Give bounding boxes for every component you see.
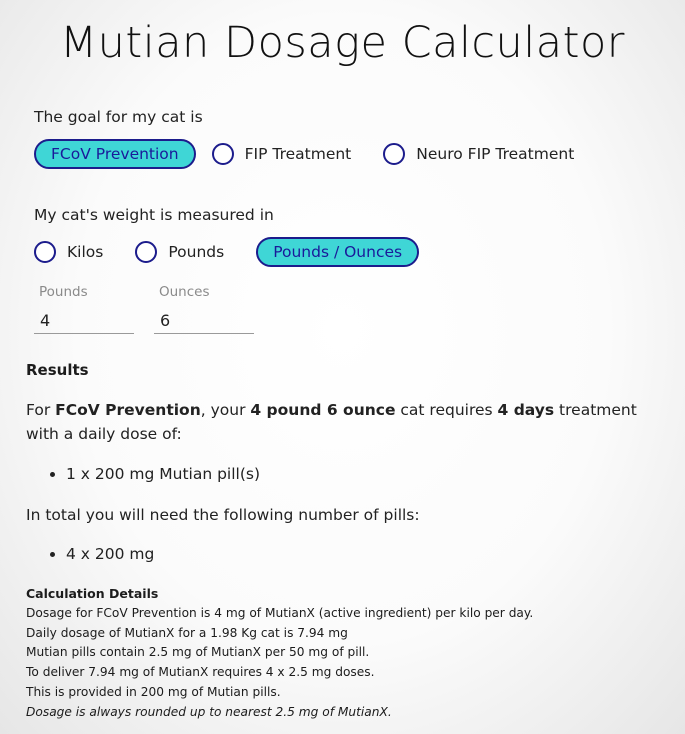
calculation-details: [26, 584, 533, 723]
details-line: Dosage for FCoV Prevention is 4 mg of MutianX (active ingredient) per kilo per day.: [26, 605, 534, 620]
summary-weight: 4 pound 6 ounce: [250, 401, 396, 419]
list-item: • 4 x 200 mg: [66, 542, 154, 566]
details-note: Dosage is always rounded up to nearest 2.5 mg of MutianX.: [26, 704, 392, 719]
page-title: Mutian Dosage Calculator: [60, 18, 625, 68]
summary-days: 4 days: [497, 401, 555, 419]
daily-dose-list: [26, 462, 260, 486]
summary-mid2: cat requires: [395, 401, 498, 419]
goal-option-fip-treatment[interactable]: [212, 143, 352, 165]
goal-option-label: Neuro FIP Treatment: [416, 145, 575, 163]
total-pills-list: [26, 542, 154, 566]
details-heading: Calculation Details: [26, 586, 159, 601]
details-line: To deliver 7.94 mg of MutianX requires 4 x 2.5 mg doses.: [26, 665, 375, 680]
details-line: Daily dosage of MutianX for a 1.98 Kg cat is 7.94 mg: [26, 625, 348, 640]
weight-unit-label: My cat's weight is measured in: [34, 206, 274, 224]
goal-options: [34, 139, 574, 169]
unit-option-label: Kilos: [67, 243, 104, 261]
goal-label: The goal for my cat is: [34, 108, 203, 126]
weight-unit-options: [34, 237, 419, 267]
ounces-label: Ounces: [159, 284, 210, 300]
goal-option-neuro-fip-treatment[interactable]: [383, 143, 574, 165]
radio-circle-icon: [383, 143, 405, 165]
details-line: This is provided in 200 mg of Mutian pills.: [26, 684, 281, 699]
pounds-field: [34, 284, 134, 334]
total-pills-text: In total you will need the following number of pills:: [26, 506, 420, 524]
summary-suffix: treatment with a daily dose of:: [26, 401, 637, 443]
goal-option-fcov-prevention[interactable]: FCoV Prevention: [34, 139, 196, 169]
goal-option-label: FIP Treatment: [244, 145, 352, 163]
unit-option-pounds[interactable]: [135, 241, 224, 263]
unit-option-label: Pounds: [168, 243, 225, 261]
summary-prefix: For: [26, 401, 56, 419]
unit-option-kilos[interactable]: [34, 241, 103, 263]
summary-goal: FCoV Prevention: [55, 401, 201, 419]
results-summary: [26, 398, 666, 446]
results-heading: Results: [26, 361, 89, 379]
summary-mid1: , your: [200, 401, 251, 419]
pounds-label: Pounds: [39, 284, 88, 300]
details-line: Mutian pills contain 2.5 mg of MutianX per 50 mg of pill.: [26, 645, 370, 660]
pounds-input[interactable]: [34, 308, 134, 334]
ounces-input[interactable]: [154, 308, 254, 334]
list-item: • 1 x 200 mg Mutian pill(s): [66, 462, 260, 486]
ounces-field: [154, 284, 254, 334]
unit-option-pounds-ounces[interactable]: Pounds / Ounces: [256, 237, 419, 267]
radio-circle-icon: [212, 143, 234, 165]
radio-circle-icon: [34, 241, 56, 263]
radio-circle-icon: [135, 241, 157, 263]
